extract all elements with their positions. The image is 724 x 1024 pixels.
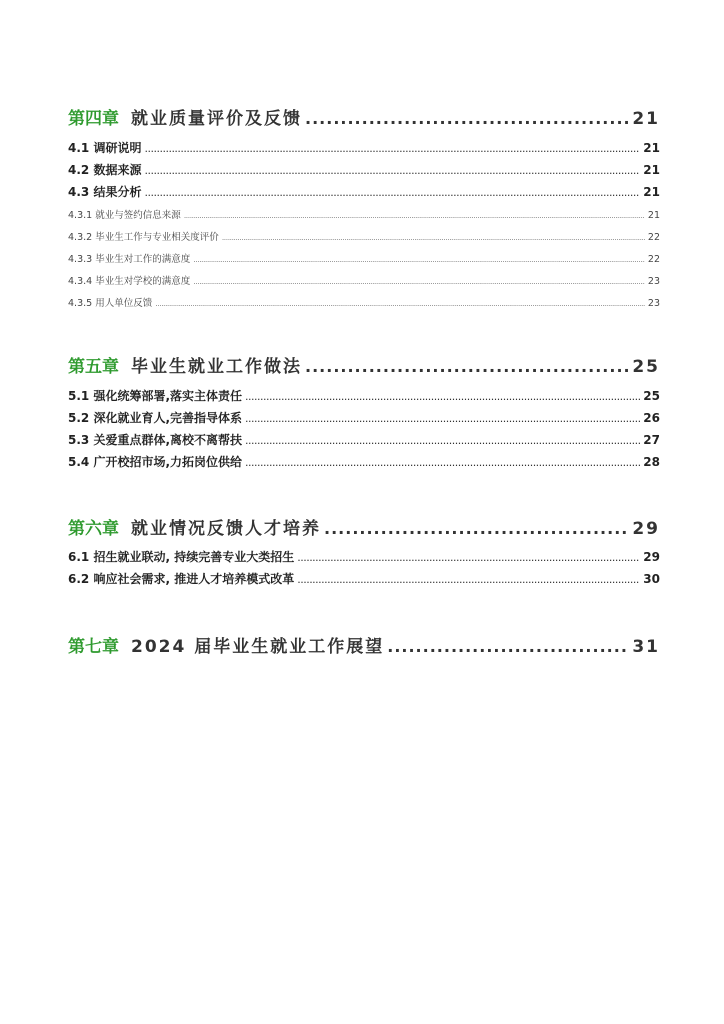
toc-section-4-1[interactable] bbox=[68, 139, 660, 156]
section-number: 5.1 bbox=[68, 389, 90, 403]
section-number: 4.1 bbox=[68, 141, 90, 155]
dot-leader bbox=[184, 211, 645, 220]
dot-leader bbox=[144, 142, 640, 155]
dot-leader bbox=[193, 277, 645, 286]
subsection-title: 就业与签约信息来源 bbox=[95, 210, 181, 221]
subsection-title: 用人单位反馈 bbox=[95, 298, 153, 309]
section-page: 21 bbox=[643, 141, 660, 155]
toc-section-5-3[interactable] bbox=[68, 431, 660, 448]
subsection-page: 21 bbox=[647, 210, 660, 221]
toc-section-5-4[interactable] bbox=[68, 453, 660, 470]
section-title: 深化就业育人,完善指导体系 bbox=[93, 411, 243, 425]
dot-leader bbox=[193, 255, 645, 264]
subsection-page: 23 bbox=[647, 276, 660, 287]
dot-leader bbox=[297, 573, 640, 586]
toc-subsection-4-3-5[interactable] bbox=[68, 295, 660, 309]
subsection-number: 4.3.2 bbox=[68, 232, 93, 243]
dot-leader bbox=[387, 637, 629, 656]
section-number: 6.2 bbox=[68, 572, 90, 586]
section-page: 21 bbox=[643, 163, 660, 177]
chapter-page: 29 bbox=[632, 519, 660, 539]
toc-chapter-4[interactable] bbox=[68, 104, 660, 129]
dot-leader bbox=[297, 551, 640, 564]
dot-leader bbox=[305, 109, 629, 128]
section-number: 5.2 bbox=[68, 411, 90, 425]
subsection-number: 4.3.1 bbox=[68, 210, 93, 221]
section-page: 21 bbox=[643, 185, 660, 199]
toc-chapter-7[interactable] bbox=[68, 632, 660, 657]
dot-leader bbox=[305, 357, 629, 376]
dot-leader bbox=[144, 164, 640, 177]
toc-section-5-2[interactable] bbox=[68, 409, 660, 426]
chapter-label: 第六章 bbox=[68, 519, 119, 539]
section-page: 26 bbox=[643, 411, 660, 425]
toc-section-6-2[interactable] bbox=[68, 570, 660, 587]
toc-chapter-5[interactable] bbox=[68, 352, 660, 377]
subsection-number: 4.3.3 bbox=[68, 254, 93, 265]
section-page: 25 bbox=[643, 389, 660, 403]
chapter-title: 就业情况反馈人才培养 bbox=[131, 519, 321, 539]
dot-leader bbox=[245, 412, 640, 425]
subsection-page: 22 bbox=[647, 232, 660, 243]
chapter-label: 第五章 bbox=[68, 357, 119, 377]
chapter-page: 31 bbox=[632, 637, 660, 657]
subsection-page: 22 bbox=[647, 254, 660, 265]
subsection-title: 毕业生工作与专业相关度评价 bbox=[95, 232, 219, 243]
section-title: 招生就业联动, 持续完善专业大类招生 bbox=[93, 550, 295, 564]
section-title: 强化统筹部署,落实主体责任 bbox=[93, 389, 243, 403]
toc-subsection-4-3-1[interactable] bbox=[68, 207, 660, 221]
section-title: 数据来源 bbox=[93, 163, 142, 177]
section-page: 29 bbox=[643, 550, 660, 564]
toc-subsection-4-3-3[interactable] bbox=[68, 251, 660, 265]
toc-section-4-3[interactable] bbox=[68, 183, 660, 200]
section-number: 5.3 bbox=[68, 433, 90, 447]
toc-section-5-1[interactable] bbox=[68, 387, 660, 404]
chapter-label: 第四章 bbox=[68, 109, 119, 129]
section-title: 广开校招市场,力拓岗位供给 bbox=[93, 455, 243, 469]
toc-subsection-4-3-4[interactable] bbox=[68, 273, 660, 287]
toc-section-6-1[interactable] bbox=[68, 548, 660, 565]
section-number: 4.2 bbox=[68, 163, 90, 177]
dot-leader bbox=[155, 299, 645, 308]
dot-leader bbox=[222, 233, 645, 242]
section-page: 27 bbox=[643, 433, 660, 447]
section-title: 结果分析 bbox=[93, 185, 142, 199]
section-number: 4.3 bbox=[68, 185, 90, 199]
section-number: 6.1 bbox=[68, 550, 90, 564]
chapter-title: 毕业生就业工作做法 bbox=[131, 357, 302, 377]
subsection-number: 4.3.5 bbox=[68, 298, 93, 309]
chapter-title: 2024 届毕业生就业工作展望 bbox=[131, 637, 385, 657]
toc-section-4-2[interactable] bbox=[68, 161, 660, 178]
subsection-page: 23 bbox=[647, 298, 660, 309]
subsection-title: 毕业生对工作的满意度 bbox=[95, 254, 191, 265]
chapter-page: 21 bbox=[632, 109, 660, 129]
section-title: 调研说明 bbox=[93, 141, 142, 155]
subsection-number: 4.3.4 bbox=[68, 276, 93, 287]
chapter-label: 第七章 bbox=[68, 637, 119, 657]
dot-leader bbox=[245, 434, 640, 447]
toc-subsection-4-3-2[interactable] bbox=[68, 229, 660, 243]
section-title: 响应社会需求, 推进人才培养模式改革 bbox=[93, 572, 295, 586]
section-page: 28 bbox=[643, 455, 660, 469]
dot-leader bbox=[144, 186, 640, 199]
section-page: 30 bbox=[643, 572, 660, 586]
chapter-title: 就业质量评价及反馈 bbox=[131, 109, 302, 129]
toc-chapter-6[interactable] bbox=[68, 514, 660, 539]
dot-leader bbox=[245, 390, 640, 403]
dot-leader bbox=[245, 456, 640, 469]
section-number: 5.4 bbox=[68, 455, 90, 469]
section-title: 关爱重点群体,离校不离帮扶 bbox=[93, 433, 243, 447]
chapter-page: 25 bbox=[632, 357, 660, 377]
subsection-title: 毕业生对学校的满意度 bbox=[95, 276, 191, 287]
dot-leader bbox=[324, 519, 629, 538]
